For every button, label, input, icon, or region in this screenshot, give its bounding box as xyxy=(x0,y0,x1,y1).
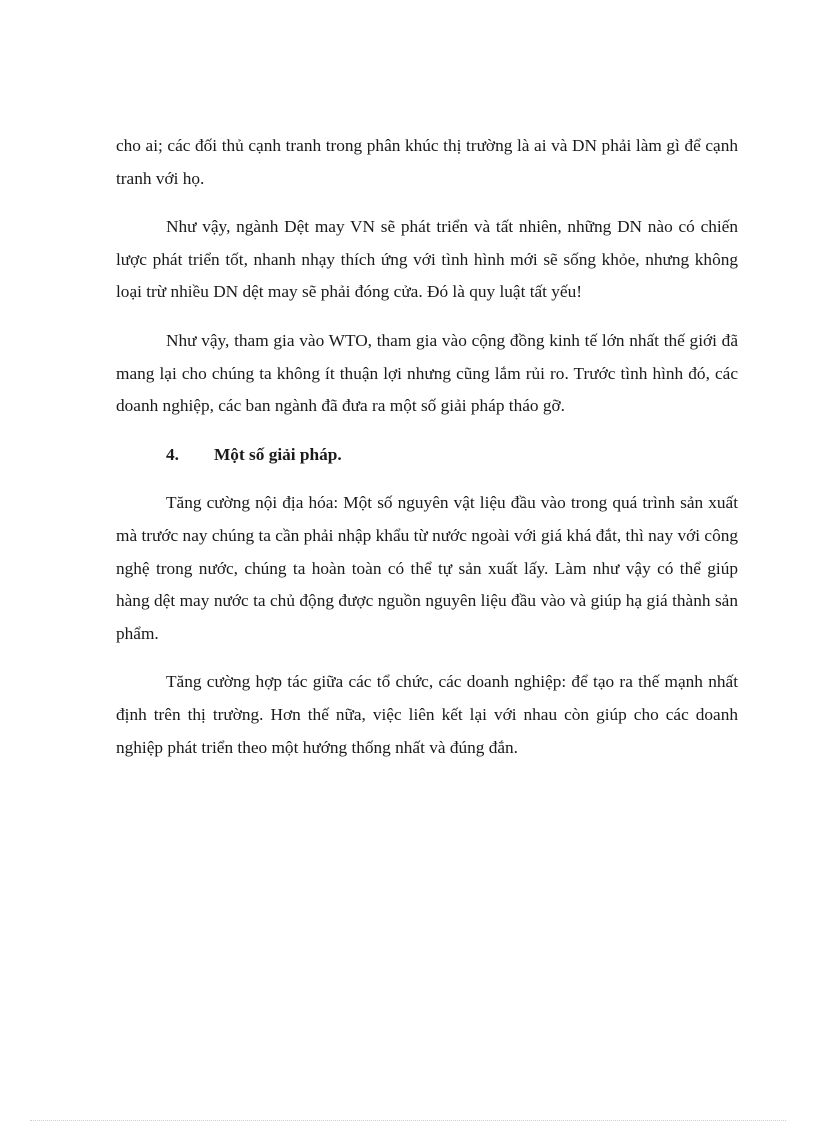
page-bottom-rule xyxy=(30,1120,786,1121)
paragraph-industry-outlook: Như vậy, ngành Dệt may VN sẽ phát triển và tất nhiên, những DN nào có chiến lược phát triển tốt, nhanh nhạy thích ứng với tình hình mới sẽ sống khỏe, nhưng không loại trừ nhiều DN dệt may sẽ phải đóng cửa. Đó là quy luật tất yếu! xyxy=(116,217,738,302)
section-title: Một số giải pháp. xyxy=(214,444,342,464)
paragraph-cooperation: Tăng cường hợp tác giữa các tổ chức, các doanh nghiệp: để tạo ra thế mạnh nhất định trên thị trường. Hơn thế nữa, việc liên kết lại với nhau còn giúp cho các doanh nghiệp phát triển theo một hướng thống nhất và đúng đắn. xyxy=(116,672,738,757)
paragraph-wto-impact: Như vậy, tham gia vào WTO, tham gia vào cộng đồng kinh tế lớn nhất thế giới đã mang lại cho chúng ta không ít thuận lợi nhưng cũng lắm rủi ro. Trước tình hình đó, các doanh nghiệp, các ban ngành đã đưa ra một số giải pháp tháo gỡ. xyxy=(116,330,738,416)
section-number: 4. xyxy=(166,444,179,464)
paragraph-continuation: cho ai; các đối thủ cạnh tranh trong phân khúc thị trường là ai và DN phải làm gì để cạnh tranh với họ. xyxy=(116,136,738,188)
paragraph-localization: Tăng cường nội địa hóa: Một số nguyên vật liệu đầu vào trong quá trình sản xuất mà trước nay chúng ta cần phải nhập khẩu từ nước ngoài với giá khá đắt, thì nay với công nghệ trong nước, chúng ta hoàn toàn có thể tự sản xuất lấy. Làm như vậy có thể giúp hàng dệt may nước ta chủ động được nguồn nguyên liệu đầu vào và giúp hạ giá thành sản phẩm. xyxy=(116,493,738,643)
section-heading xyxy=(116,439,738,472)
document-body xyxy=(116,130,738,780)
